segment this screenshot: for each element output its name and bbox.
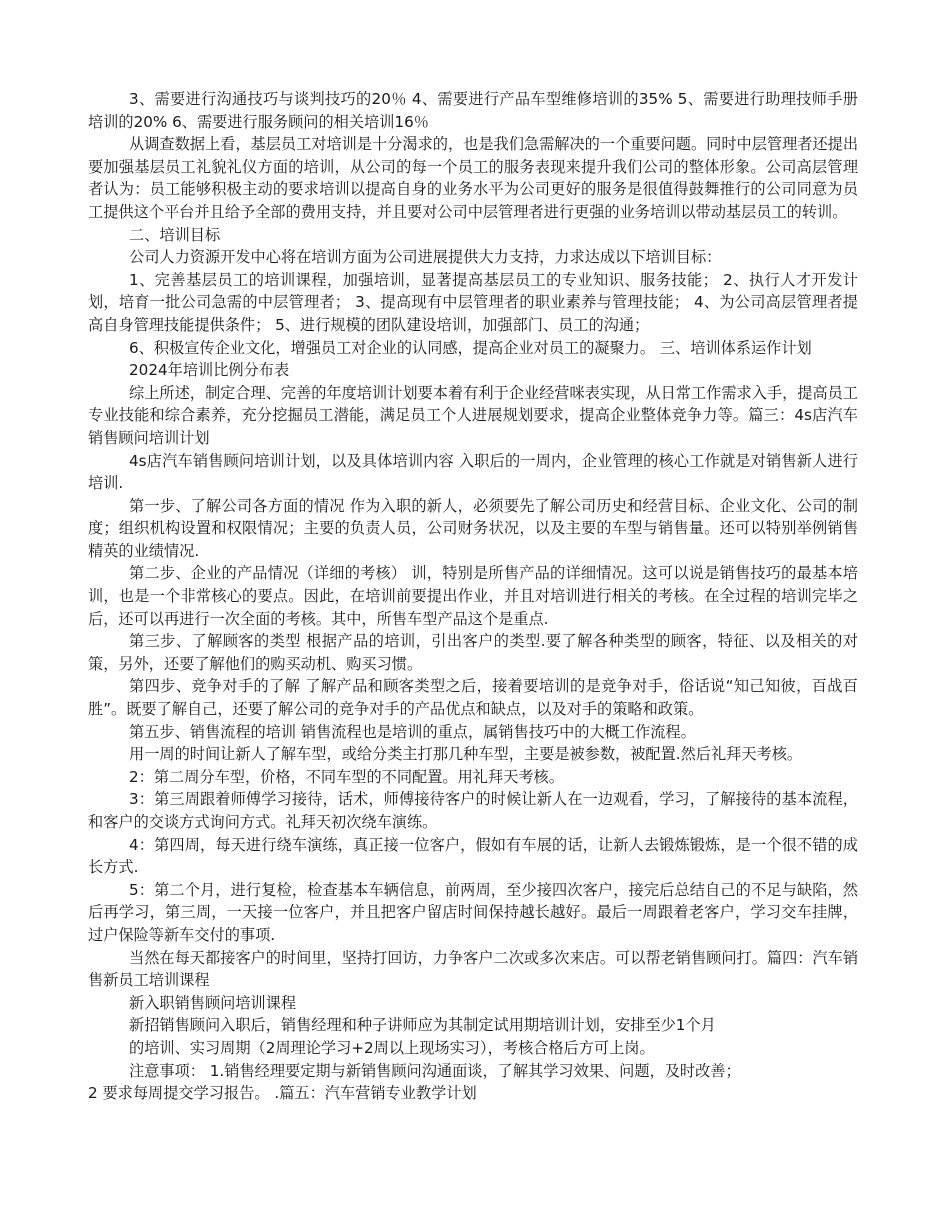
paragraph-weekly-report: 2 要求每周提交学习报告。 .篇五：汽车营销专业教学计划 <box>88 1084 477 1103</box>
paragraph-step-one: 第一步、了解公司各方面的情况 作为入职的新人，必须要先了解公司历史和经营目标、企业文化、公司的制度；组织机构设置和权限情况；主要的负责人员，公司财务状况，以及主要的车型与销售量。还可以特别举例销售精英的业绩情况. <box>88 496 858 560</box>
paragraph-month-two: 5：第二个月，进行复检，检查基本车辆信息，前两周，至少接四次客户，接完后总结自己的不足与缺陷，然后再学习，第三周，一天接一位客户，并且把客户留店时间保持越长越好。最后一周跟着老客户，学习交车挂牌，过户保险等新车交付的事项. <box>88 880 858 944</box>
paragraph-step-three: 第三步、了解顾客的类型 根据产品的培训，引出客户的类型.要了解各种类型的顾客，特征、以及相关的对策，另外，还要了解他们的购买动机、购买习惯。 <box>88 632 858 673</box>
paragraph-conclusion: 综上所述，制定合理、完善的年度培训计划要本着有利于企业经营咪表实现，从日常工作需求入手，提高员工专业技能和综合素养，充分挖掘员工潜能，满足员工个人进展规划要求，提高企业整体竞争力等。篇三：4s店汽车销售顾问培训计划 <box>88 383 858 447</box>
paragraph-goals-list: 1、完善基层员工的培训课程，加强培训，显著提高基层员工的专业知识、服务技能； 2、执行人才开发计划，培育一批公司急需的中层管理者； 3、提高现有中层管理者的职业素养与管理技能； 4、为公司高层管理者提高自身管理技能提供条件； 5、进行规模的团队建设培训，加强部门、员工的沟通； <box>88 270 858 334</box>
paragraph-step-five: 第五步、销售流程的培训 销售流程也是培训的重点，属销售技巧中的大概工作流程。 <box>129 722 696 741</box>
paragraph-training-percentages: 3、需要进行沟通技巧与谈判技巧的20％ 4、需要进行产品车型维修培训的35% 5、需要进行助理技师手册培训的20% 6、需要进行服务顾问的相关培训16％ <box>88 90 858 131</box>
paragraph-notes: 注意事项： 1.销售经理要定期与新销售顾问沟通面谈，了解其学习效果、问题，及时改善； <box>129 1061 741 1080</box>
heading-distribution-table: 2024年培训比例分布表 <box>129 361 290 380</box>
paragraph-internship-period: 的培训、实习周期（2周理论学习+2周以上现场实习），考核合格后方可上岗。 <box>129 1038 655 1057</box>
paragraph-survey-summary: 从调查数据上看，基层员工对培训是十分渴求的，也是我们急需解决的一个重要问题。同时中层管理者还提出要加强基层员工礼貌礼仪方面的培训，从公司的每一个员工的服务表现来提升我们公司的整体形象。公司高层管理者认为：员工能够积极主动的要求培训以提高自身的业务水平为公司更好的服务是很值得鼓舞推行的公司同意为员工提供这个平台并且给予全部的费用支持，并且要对公司中层管理者进行更强的业务培训以带动基层员工的转训。 <box>88 135 858 221</box>
paragraph-week-two: 2：第二周分车型，价格，不同车型的不同配置。用礼拜天考核。 <box>129 767 564 786</box>
paragraph-probation-plan: 新招销售顾问入职后，销售经理和种子讲师应为其制定试用期培训计划，安排至少1个月 <box>129 1016 716 1035</box>
paragraph-goals-culture: 6、积极宣传企业文化，增强员工对企业的认同感，提高企业对员工的凝聚力。 三、培训体系运作计划 <box>129 338 812 357</box>
paragraph-goals-intro: 公司人力资源开发中心将在培训方面为公司进展提供大力支持，力求达成以下培训目标： <box>129 248 722 267</box>
heading-new-hire-course: 新入职销售顾问培训课程 <box>129 993 297 1012</box>
paragraph-week-one: 用一周的时间让新人了解车型，或给分类主打那几种车型，主要是被参数，被配置.然后礼拜天考核。 <box>129 745 803 764</box>
paragraph-follow-up: 当然在每天都接客户的时间里，坚持打回访，力争客户二次或多次来店。可以帮老销售顾问打。篇四：汽车销售新员工培训课程 <box>88 948 858 990</box>
paragraph-step-four: 第四步、竞争对手的了解 了解产品和顾客类型之后，接着要培训的是竞争对手，俗话说“知己知彼，百战百胜”。既要了解自己，还要了解公司的竞争对手的产品优点和缺点，以及对手的策略和政策。 <box>88 677 858 719</box>
paragraph-week-four: 4：第四周，每天进行绕车演练，真正接一位客户，假如有车展的话，让新人去锻炼锻炼，是一个很不错的成长方式. <box>88 835 858 877</box>
heading-training-goals: 二、培训目标 <box>129 225 221 244</box>
paragraph-week-three: 3：第三周跟着师傅学习接待，话术，师傅接待客户的时候让新人在一边观看，学习，了解接待的基本流程，和客户的交谈方式询问方式。礼拜天初次绕车演练。 <box>88 790 858 831</box>
paragraph-step-two: 第二步、企业的产品情况（详细的考核） 训，特别是所售产品的详细情况。这可以说是销售技巧的最基本培训，也是一个非常核心的要点。因此，在培训前要提出作业，并且对培训进行相关的考核。在全过程的培训完毕之后，还可以再进行一次全面的考核。其中，所售车型产品这个是重点. <box>88 564 858 628</box>
paragraph-sales-plan-intro: 4s店汽车销售顾问培训计划，以及具体培训内容 入职后的一周内，企业管理的核心工作就是对销售新人进行培训. <box>88 451 858 493</box>
